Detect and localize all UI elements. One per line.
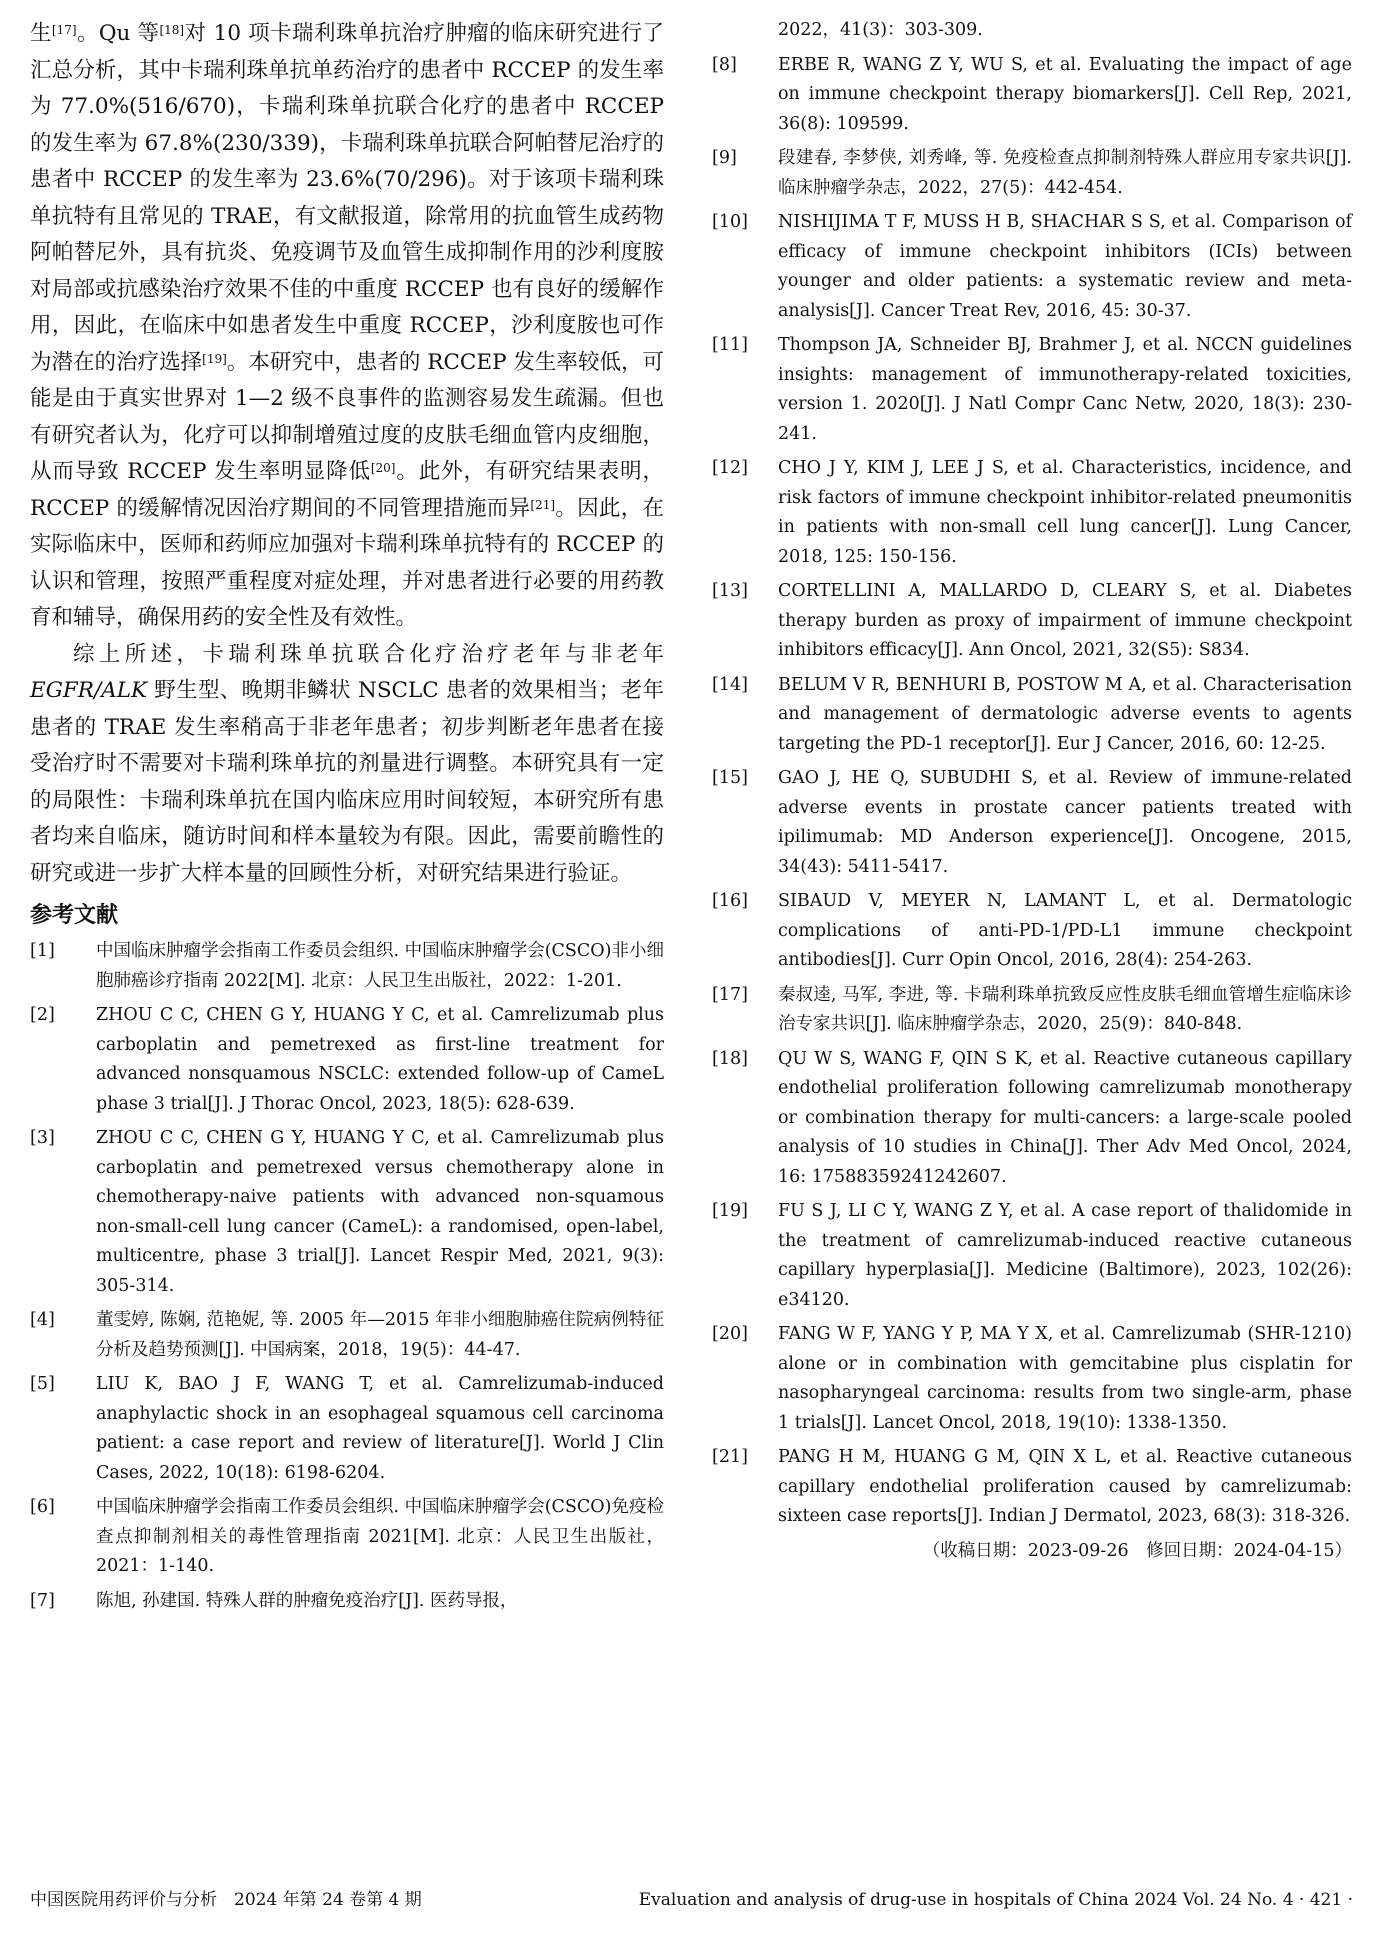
reference-item — [30, 1124, 664, 1301]
reference-number: [15] — [712, 768, 748, 788]
received-revised-dates: （收稿日期：2023-09-26 修回日期：2024-04-15） — [922, 1540, 1352, 1561]
reference-number: [7] — [30, 1590, 55, 1611]
reference-number: [19] — [712, 1201, 748, 1221]
reference-number: [9] — [712, 148, 737, 168]
reference-item — [30, 937, 664, 996]
citation-18[interactable]: [18] — [159, 23, 185, 37]
reference-item — [712, 51, 1352, 140]
gene-name: EGFR/ALK — [30, 678, 148, 703]
citation-21[interactable]: [21] — [530, 497, 556, 512]
reference-text: Thompson JA, Schneider BJ, Brahmer J, et al. NCCN guidelines insights: management of immunotherapy-related toxicities, version 1. 2020[J]. J Natl Compr Canc Netw, 2020, 18(3): 230-241. — [778, 335, 1352, 444]
reference-number: [5] — [30, 1374, 55, 1394]
body-text — [30, 16, 664, 892]
left-column — [30, 16, 664, 1621]
reference-item — [712, 1045, 1352, 1193]
reference-text: NISHIJIMA T F, MUSS H B, SHACHAR S S, et al. Comparison of efficacy of immune checkpoint inhibitors (ICIs) between younger and older patients: a systematic review and meta-analysis[J]. Cancer Treat Rev, 2016, 45: 30-37. — [778, 212, 1352, 321]
reference-number: [18] — [712, 1048, 748, 1069]
reference-number: [13] — [712, 581, 748, 601]
reference-number: [16] — [712, 891, 748, 911]
reference-item — [30, 1587, 664, 1617]
reference-text: BELUM V R, BENHURI B, POSTOW M A, et al. Characterisation and management of dermatologic adverse events to agents targeting the PD-1 receptor[J]. Eur J Cancer, 2016, 60: 12-25. — [778, 674, 1352, 754]
reference-number: [2] — [30, 1005, 55, 1025]
reference-number: [4] — [30, 1310, 55, 1330]
reference-item — [30, 1493, 664, 1582]
reference-text: 中国临床肿瘤学会指南工作委员会组织. 中国临床肿瘤学会(CSCO)免疫检查点抑制剂相关的毒性管理指南 2021[M]. 北京：人民卫生出版社，2021：1-140. — [96, 1497, 664, 1576]
reference-item — [712, 577, 1352, 666]
references-list-right — [712, 51, 1352, 1532]
paragraph-conclusion: 综上所述，卡瑞利珠单抗联合化疗治疗老年与非老年 EGFR/ALK 野生型、晚期非鳞状 NSCLC 患者的效果相当；老年患者的 TRAE 发生率稍高于非老年患者；初步判断老年患者在接受治疗时不需要对卡瑞利珠单抗的剂量进行调整。本研究具有一定的局限性：卡瑞利珠单抗在国内临床应用时间较短，本研究所有患者均来自临床，随访时间和样本量较为有限。因此，需要前瞻性的研究或进一步扩大样本量的回顾性分析，对研究结果进行验证。 — [30, 641, 664, 886]
reference-text: 董雯婷, 陈娴, 范艳妮, 等. 2005 年—2015 年非小细胞肺癌住院病例特征分析及趋势预测[J]. 中国病案，2018，19(5)：44-47. — [96, 1310, 664, 1360]
citation-17[interactable]: [17] — [51, 23, 77, 37]
reference-item — [712, 671, 1352, 760]
reference-number: [14] — [712, 674, 748, 695]
reference-text: ZHOU C C, CHEN G Y, HUANG Y C, et al. Camrelizumab plus carboplatin and pemetrexed as first-line treatment for advanced nonsquamous NSCLC: extended follow-up of CameL phase 3 trial[J]. J Thorac Oncol, 2023, 18(5): 628-639. — [96, 1005, 664, 1114]
reference-text: ZHOU C C, CHEN G Y, HUANG Y C, et al. Camrelizumab plus carboplatin and pemetrexed versus chemotherapy alone in chemotherapy-naive patients with advanced non-squamous non-small-cell lung cancer (CameL): a randomised, open-label, multicentre, phase 3 trial[J]. Lancet Respir Med, 2021, 9(3): 305-314. — [96, 1128, 664, 1296]
reference-text: FU S J, LI C Y, WANG Z Y, et al. A case report of thalidomide in the treatment of camrelizumab-induced reactive cutaneous capillary hyperplasia[J]. Medicine (Baltimore), 2023, 102(26): e34120. — [778, 1201, 1352, 1310]
reference-text: 陈旭, 孙建国. 特殊人群的肿瘤免疫治疗[J]. 医药导报， — [96, 1590, 518, 1611]
reference-item — [712, 1320, 1352, 1438]
right-column — [712, 16, 1352, 1566]
references-list-left — [30, 937, 664, 1616]
reference-item — [30, 1306, 664, 1365]
reference-text: ERBE R, WANG Z Y, WU S, et al. Evaluating the impact of age on immune checkpoint therapy biomarkers[J]. Cell Rep, 2021, 36(8): 109599. — [778, 54, 1352, 134]
citation-19[interactable]: [19] — [202, 351, 227, 366]
reference-item — [712, 981, 1352, 1040]
reference-number: [8] — [712, 54, 737, 75]
reference-item — [30, 1001, 664, 1119]
reference-number: [17] — [712, 984, 748, 1005]
reference-text: QU W S, WANG F, QIN S K, et al. Reactive cutaneous capillary endothelial proliferation following camrelizumab monotherapy or combination therapy for multi-cancers: a large-scale pooled analysis of 10 studies in China[J]. Ther Adv Med Oncol, 2024, 16: 17588359241242607. — [778, 1048, 1352, 1187]
references-heading: 参考文献 — [30, 903, 119, 928]
reference-text: GAO J, HE Q, SUBUDHI S, et al. Review of immune-related adverse events in prostate cancer patients treated with ipilimumab: MD Anderson experience[J]. Oncogene, 2015, 34(43): 5411-5417. — [778, 768, 1352, 877]
reference-text: 秦叔逵, 马军, 李进, 等. 卡瑞利珠单抗致反应性皮肤毛细血管增生症临床诊治专家共识[J]. 临床肿瘤学杂志，2020，25(9)：840-848. — [778, 984, 1352, 1034]
reference-number: [20] — [712, 1324, 748, 1344]
reference-text: FANG W F, YANG Y P, MA Y X, et al. Camrelizumab (SHR-1210) alone or in combination with gemcitabine plus cisplatin for nasopharyngeal carcinoma: results from two single-arm, phase 1 trials[J]. Lancet Oncol, 2018, 19(10): 1338-1350. — [778, 1324, 1352, 1433]
page-footer — [30, 1888, 1353, 1912]
paragraph-discussion: 生[17]。Qu 等[18]对 10 项卡瑞利珠单抗治疗肿瘤的临床研究进行了汇总分析，其中卡瑞利珠单抗单药治疗的患者中 RCCEP 的发生率为 77.0%(516/670)，卡瑞利珠单抗联合化疗的患者中 RCCEP 的发生率为 67.8%(230/339)，卡瑞利珠单抗联合阿帕替尼治疗的患者中 RCCEP 的发生率为 23.6%(70/296)。对于该项卡瑞利珠单抗特有且常见的 TRAE，有文献报道，除常用的抗血管生成药物阿帕替尼外，具有抗炎、免疫调节及血管生成抑制作用的沙利度胺对局部或抗感染治疗效果不佳的中重度 RCCEP 也有良好的缓解作用，因此，在临床中如患者发生中重度 RCCEP，沙利度胺也可作为潜在的治疗选择[19]。本研究中，患者的 RCCEP 发生率较低，可能是由于真实世界对 1—2 级不良事件的监测容易发生疏漏。但也有研究者认为，化疗可以抑制增殖过度的皮肤毛细血管内皮细胞，从而导致 RCCEP 发生率明显降低[20]。此外，有研究结果表明，RCCEP 的缓解情况因治疗期间的不同管理措施而异[21]。因此，在实际临床中，医师和药师应加强对卡瑞利珠单抗特有的 RCCEP 的认识和管理，按照严重程度对症处理，并对患者进行必要的用药教育和辅导，确保用药的安全性及有效性。 — [30, 21, 664, 630]
reference-text: 中国临床肿瘤学会指南工作委员会组织. 中国临床肿瘤学会(CSCO)非小细胞肺癌诊疗指南 2022[M]. 北京：人民卫生出版社，2022：1-201. — [96, 941, 664, 991]
reference-item — [712, 887, 1352, 976]
reference-number: [11] — [712, 335, 748, 355]
reference-item — [712, 764, 1352, 882]
reference-7-continuation: 2022，41(3)：303-309. — [778, 20, 983, 40]
reference-item — [712, 331, 1352, 449]
reference-item — [712, 1197, 1352, 1315]
reference-text: PANG H M, HUANG G M, QIN X L, et al. Reactive cutaneous capillary endothelial proliferation caused by camrelizumab: sixteen case reports[J]. Indian J Dermatol, 2023, 68(3): 318-326. — [778, 1447, 1352, 1526]
reference-item — [30, 1370, 664, 1488]
reference-text: LIU K, BAO J F, WANG T, et al. Camrelizumab-induced anaphylactic shock in an esophageal squamous cell carcinoma patient: a case report and review of literature[J]. World J Clin Cases, 2022, 10(18): 6198-6204. — [96, 1374, 664, 1483]
reference-text: CHO J Y, KIM J, LEE J S, et al. Characteristics, incidence, and risk factors of immune checkpoint inhibitor-related pneumonitis in patients with non-small cell lung cancer[J]. Lung Cancer, 2018, 125: 150-156. — [778, 458, 1352, 567]
reference-text: 段建春, 李梦侠, 刘秀峰, 等. 免疫检查点抑制剂特殊人群应用专家共识[J]. 临床肿瘤学杂志，2022，27(5)：442-454. — [778, 148, 1352, 198]
citation-20[interactable]: [20] — [370, 461, 396, 475]
reference-item — [712, 1443, 1352, 1532]
reference-number: [6] — [30, 1497, 55, 1517]
footer-journal-cn: 中国医院用药评价与分析 2024 年第 24 卷第 4 期 — [30, 1890, 422, 1910]
reference-item — [712, 454, 1352, 572]
reference-text: CORTELLINI A, MALLARDO D, CLEARY S, et al. Diabetes therapy burden as proxy of impairment of immune checkpoint inhibitors efficacy[J]. Ann Oncol, 2021, 32(S5): S834. — [778, 581, 1352, 660]
reference-text: SIBAUD V, MEYER N, LAMANT L, et al. Dermatologic complications of anti-PD-1/PD-L1 immune checkpoint antibodies[J]. Curr Opin Oncol, 2016, 28(4): 254-263. — [778, 891, 1352, 970]
footer-journal-en-page: Evaluation and analysis of drug-use in hospitals of China 2024 Vol. 24 No. 4 · 421 · — [638, 1890, 1353, 1910]
reference-item — [712, 144, 1352, 203]
reference-number: [3] — [30, 1128, 55, 1148]
reference-item — [712, 208, 1352, 326]
reference-number: [21] — [712, 1447, 748, 1467]
reference-number: [12] — [712, 458, 748, 478]
reference-number: [10] — [712, 212, 748, 232]
reference-number: [1] — [30, 941, 55, 961]
